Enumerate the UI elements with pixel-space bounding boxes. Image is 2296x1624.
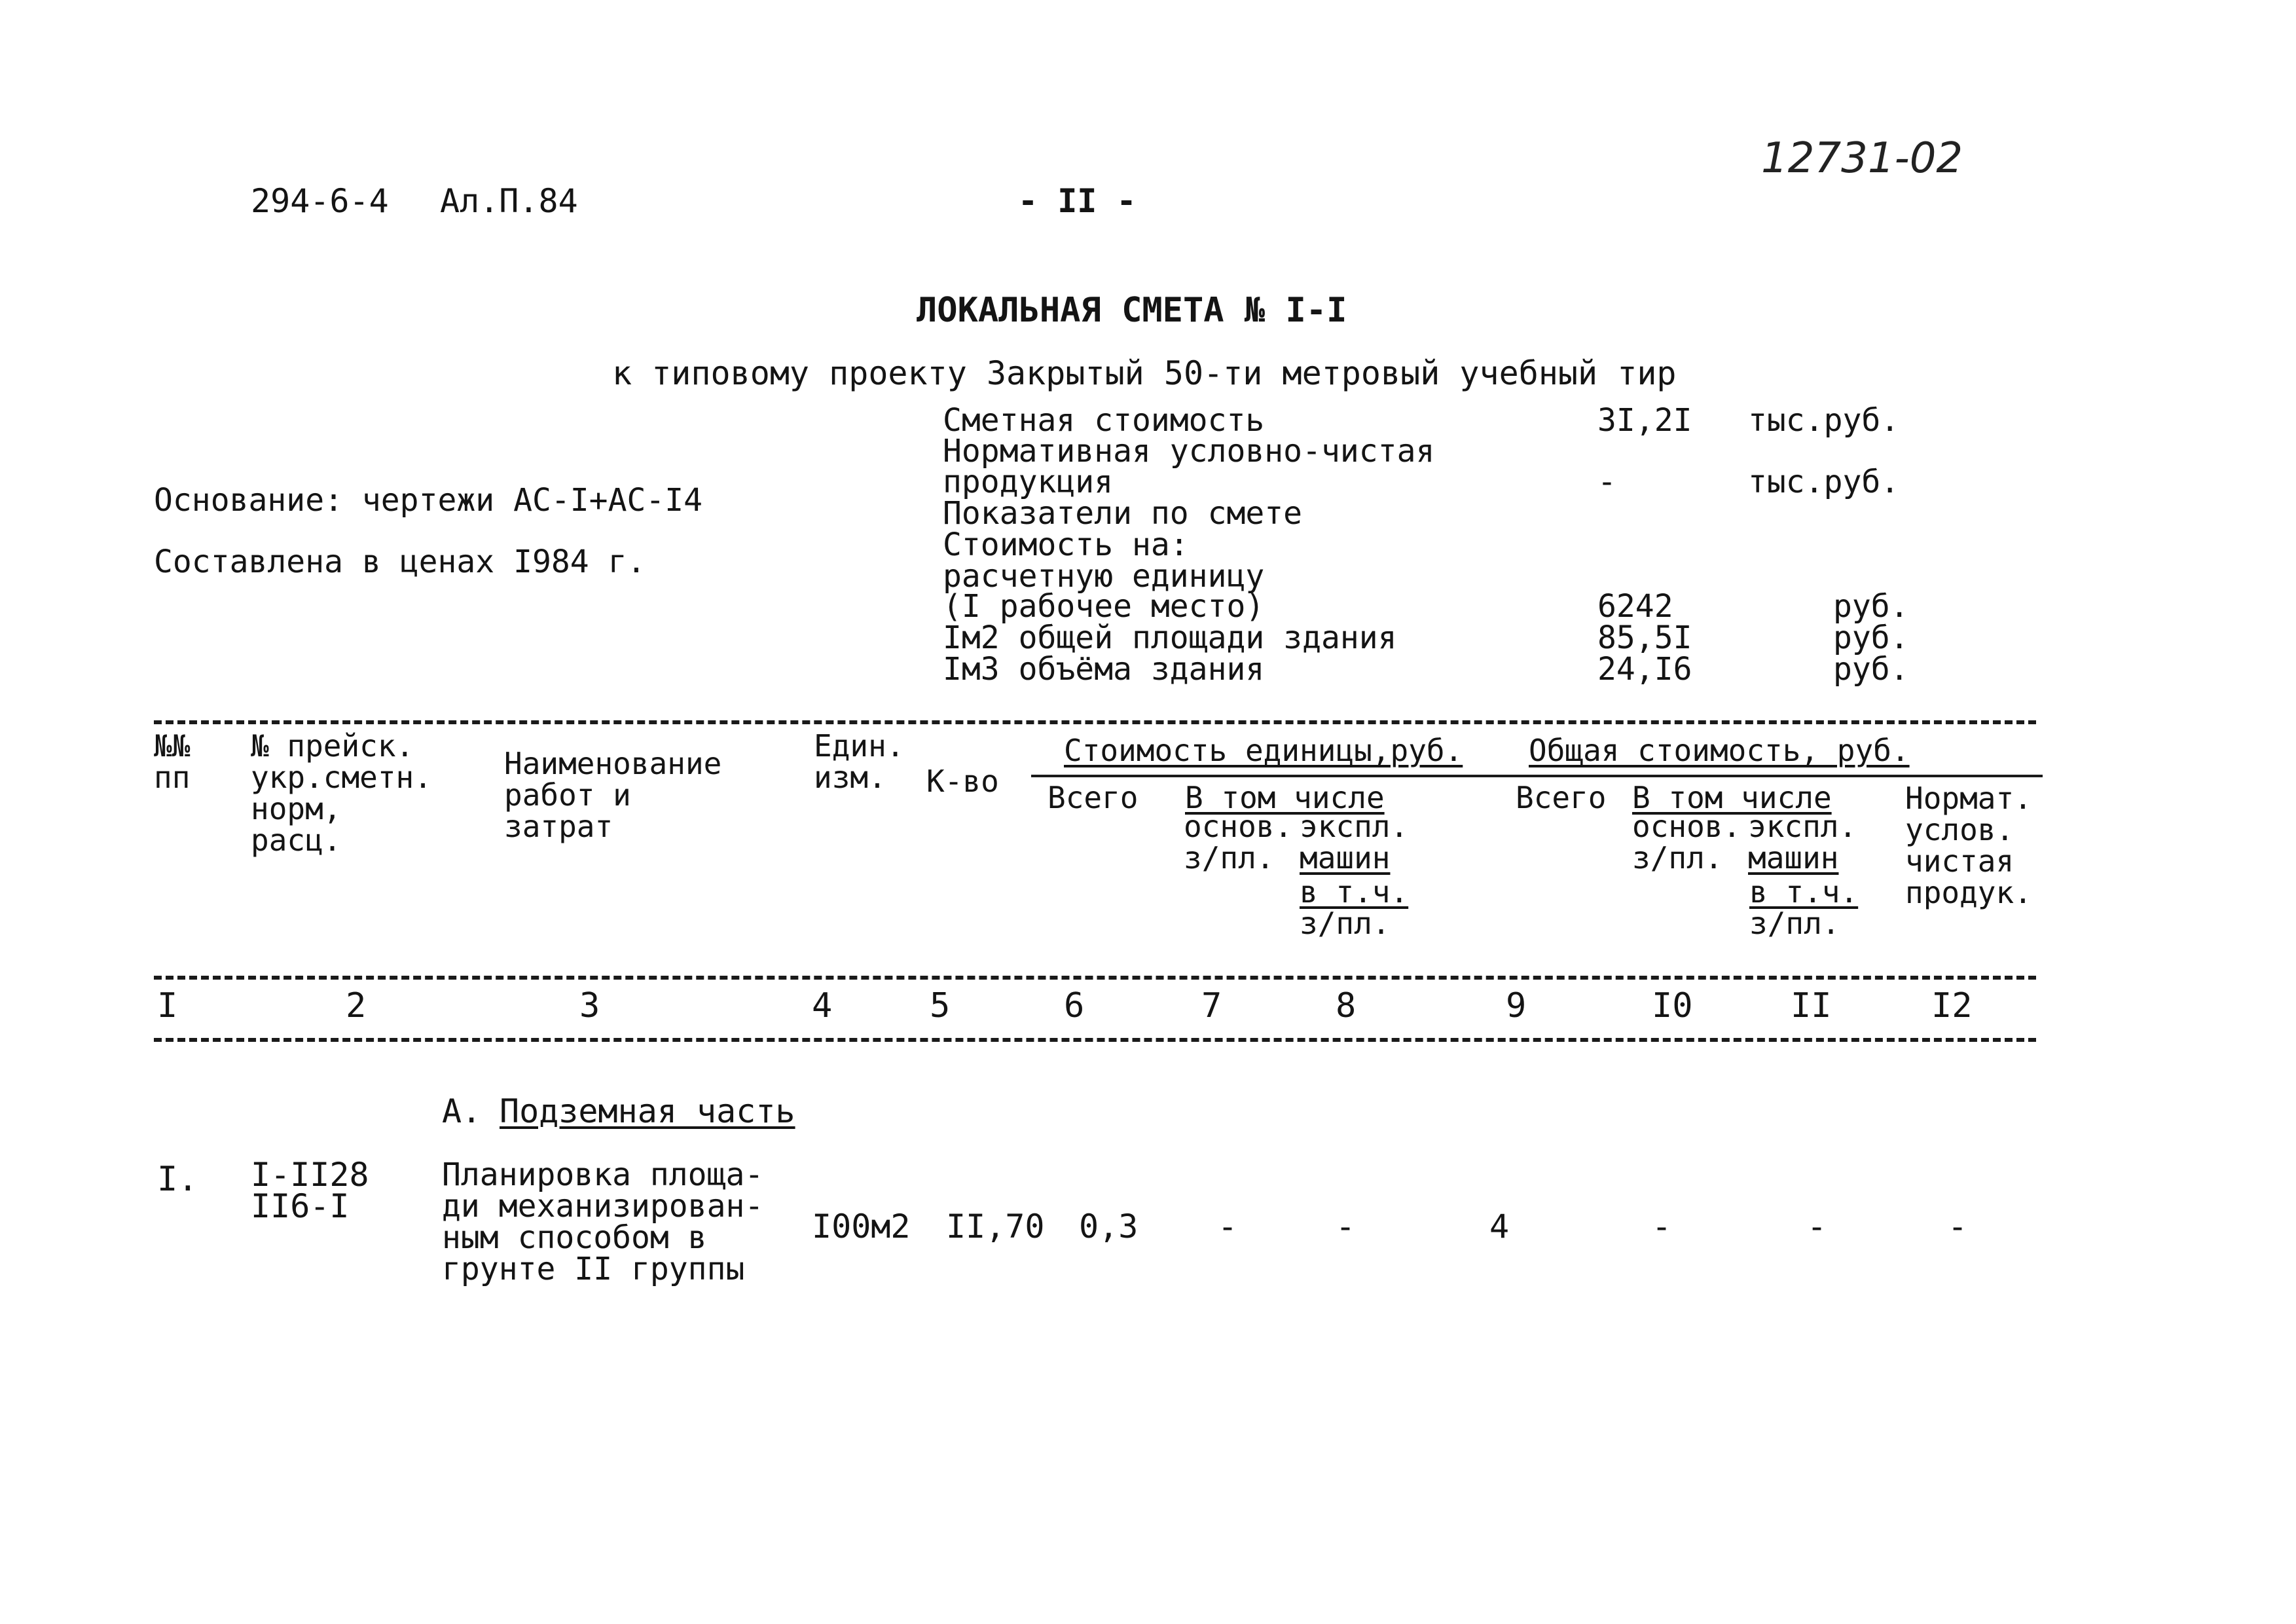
normative-label-1: Нормативная условно-чистая bbox=[943, 433, 1435, 470]
basis-prices: Составлена в ценах I984 г. bbox=[154, 544, 646, 580]
normative-col-header: Нормат. услов. чистая продук. bbox=[1905, 781, 2032, 910]
handwritten-number: 12731-02 bbox=[1761, 134, 1963, 183]
area-label: Iм2 общей площади здания bbox=[943, 619, 1397, 656]
estimate-title: ЛОКАЛЬНАЯ СМЕТА № I-I bbox=[917, 291, 1347, 330]
unit-basic-wage-header: основ. з/пл. bbox=[1184, 809, 1293, 876]
column-number: 4 bbox=[812, 986, 833, 1025]
row-work-name: Планировка площа- ди механизирован- ным способом в грунте II группы bbox=[442, 1156, 764, 1287]
doc-code: 294-6-4 bbox=[251, 182, 389, 220]
column-number: II bbox=[1791, 986, 1832, 1025]
workplace-label: (I рабочее место) bbox=[943, 588, 1265, 625]
unit-cost-group-header: Стоимость единицы,руб. bbox=[1064, 733, 1463, 768]
area-value: 85,5I bbox=[1597, 619, 1692, 656]
estimate-subtitle: к типовому проекту Закрытый 50-ти метровый учебный тир bbox=[612, 354, 1677, 392]
area-unit: руб. bbox=[1833, 619, 1909, 656]
header-top-rule bbox=[154, 720, 2036, 724]
unit-total-header: Всего bbox=[1048, 780, 1139, 815]
album-code: Ал.П.84 bbox=[440, 182, 578, 220]
workplace-value: 6242 bbox=[1597, 588, 1673, 625]
estimated-cost-value: 3I,2I bbox=[1597, 402, 1692, 439]
col-pricelist-header: № прейск. укр.сметн. норм, расц. bbox=[251, 728, 432, 858]
column-number: 9 bbox=[1506, 986, 1527, 1025]
row-unit-machine: - bbox=[1336, 1208, 1356, 1246]
col-qty-header: К-во bbox=[926, 764, 999, 799]
row-total-machine: - bbox=[1807, 1208, 1827, 1246]
group-header-rule bbox=[1031, 775, 2043, 777]
overall-incl-wage-header: в т.ч. з/пл. bbox=[1749, 874, 1859, 941]
unit-incl-wage-header: в т.ч. з/пл. bbox=[1300, 874, 1409, 941]
column-number: 3 bbox=[579, 986, 600, 1025]
overall-machine-header: экспл. машин bbox=[1748, 809, 1857, 876]
row-total: 4 bbox=[1489, 1208, 1510, 1246]
row-normative: - bbox=[1948, 1208, 1968, 1246]
volume-value: 24,I6 bbox=[1597, 651, 1692, 688]
calc-unit-label: расчетную единицу bbox=[943, 558, 1265, 595]
unit-machine-header: экспл. машин bbox=[1300, 809, 1409, 876]
column-number: 6 bbox=[1064, 986, 1085, 1025]
column-number: 8 bbox=[1336, 986, 1357, 1025]
section-title: Подземная часть bbox=[500, 1092, 795, 1130]
row-pricelist-code: I-II28 II6-I bbox=[251, 1156, 369, 1225]
estimated-cost-label: Сметная стоимость bbox=[943, 402, 1265, 439]
basis-drawings: Основание: чертежи АС-I+АС-I4 bbox=[154, 482, 703, 519]
workplace-unit: руб. bbox=[1833, 588, 1909, 625]
cost-per-label: Стоимость на: bbox=[943, 526, 1189, 563]
header-bottom-rule bbox=[154, 976, 2036, 980]
row-unit: I00м2 bbox=[812, 1208, 911, 1246]
row-number: I. bbox=[157, 1160, 198, 1199]
row-total-basic-wage: - bbox=[1652, 1208, 1672, 1246]
column-number: I0 bbox=[1652, 986, 1693, 1025]
col-name-header: Наименование работ и затрат bbox=[504, 746, 722, 844]
row-unit-basic-wage: - bbox=[1218, 1208, 1238, 1246]
column-number: I bbox=[157, 986, 178, 1025]
column-number: I2 bbox=[1931, 986, 1973, 1025]
overall-total-header: Всего bbox=[1516, 780, 1607, 815]
normative-value: - bbox=[1597, 464, 1616, 500]
column-number: 5 bbox=[930, 986, 951, 1025]
col-unit-header: Един. изм. bbox=[814, 728, 905, 795]
col-num-header: №№ пп bbox=[154, 728, 191, 795]
section-letter: А. bbox=[442, 1092, 482, 1130]
overall-incl-header: В том числе bbox=[1632, 780, 1832, 815]
overall-basic-wage-header: основ. з/пл. bbox=[1632, 809, 1741, 876]
unit-incl-header: В том числе bbox=[1185, 780, 1385, 815]
column-number-rule bbox=[154, 1038, 2036, 1042]
indicators-label: Показатели по смете bbox=[943, 495, 1303, 532]
estimated-cost-unit: тыс.руб. bbox=[1748, 402, 1900, 439]
normative-unit: тыс.руб. bbox=[1748, 464, 1900, 500]
column-number: 7 bbox=[1201, 986, 1222, 1025]
column-number: 2 bbox=[346, 986, 367, 1025]
row-quantity: II,70 bbox=[946, 1208, 1045, 1246]
total-cost-group-header: Общая стоимость, руб. bbox=[1529, 733, 1910, 768]
volume-unit: руб. bbox=[1833, 651, 1909, 688]
volume-label: Iм3 объёма здания bbox=[943, 651, 1265, 688]
row-unit-total: 0,3 bbox=[1079, 1208, 1139, 1246]
normative-label-2: продукция bbox=[943, 464, 1114, 500]
page-number: - II - bbox=[1018, 182, 1137, 220]
